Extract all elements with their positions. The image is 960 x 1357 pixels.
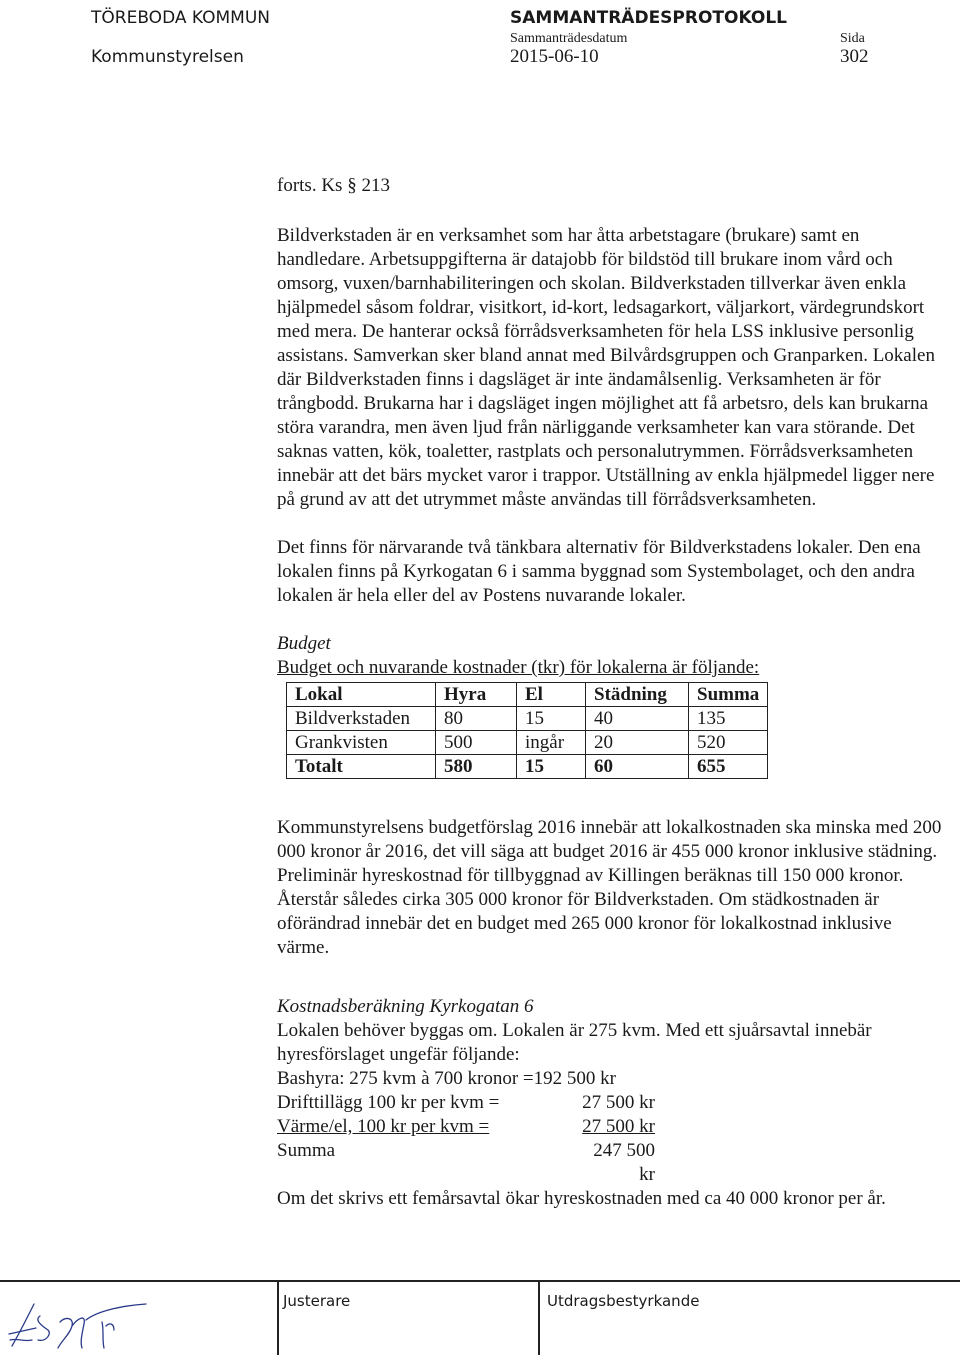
table-cell: Grankvisten — [287, 731, 436, 755]
table-cell: 135 — [689, 707, 768, 731]
page-label: Sida — [840, 31, 865, 46]
table-cell: 15 — [517, 755, 586, 779]
calc-label: Summa — [277, 1140, 336, 1161]
column-header: El — [517, 683, 586, 707]
table-cell: 655 — [689, 755, 768, 779]
table-cell: 80 — [436, 707, 517, 731]
calc-label: Värme/el, 100 kr per kvm = — [277, 1116, 490, 1137]
table-cell: 580 — [436, 755, 517, 779]
meeting-date: 2015-06-10 — [510, 46, 599, 67]
calc-value: 247 500 kr — [593, 1140, 655, 1185]
calc-row — [277, 1139, 945, 1187]
footer-column-divider — [277, 1280, 279, 1355]
table-row — [287, 731, 768, 755]
table-cell: 20 — [586, 731, 689, 755]
calc-row — [277, 1115, 945, 1139]
paragraph-alternatives: Det finns för närvarande två tänkbara alternativ för Bildverkstadens lokaler. Den ena lokalen finns på Kyrkogatan 6 i samma byggnad som Systembolaget, och den andra lokalen är hela eller del av Postens nuvarande lokaler. — [277, 537, 921, 606]
calc-value: 27 500 kr — [582, 1116, 655, 1137]
column-header: Städning — [586, 683, 689, 707]
table-header-row — [287, 683, 768, 707]
protocol-body — [277, 174, 945, 1211]
table-row — [287, 707, 768, 731]
page-number: 302 — [840, 46, 869, 67]
column-header: Summa — [689, 683, 768, 707]
calc-row — [277, 1091, 945, 1115]
paragraph-budget-proposal: Kommunstyrelsens budgetförslag 2016 innebär att lokalkostnaden ska minska med 200 000 kronor år 2016, det vill säga att budget 2016 är 455 000 kronor inklusive städning. Preliminär hyreskostnad för tillbyggnad av Killingen beräknas till 150 000 kronor. Återstår således cirka 305 000 kronor för Bildverkstaden. Om städkostnaden är oförändrad innebär det en budget med 265 000 kronor för lokalkostnad inklusive värme. — [277, 817, 942, 958]
table-total-row — [287, 755, 768, 779]
kyrkogatan-heading: Kostnadsberäkning Kyrkogatan 6 — [277, 996, 534, 1017]
column-header: Hyra — [436, 683, 517, 707]
utdrag-label: Utdragsbestyrkande — [547, 1292, 700, 1310]
table-cell: 15 — [517, 707, 586, 731]
municipality-name: TÖREBODA KOMMUN — [91, 8, 270, 28]
signature-initials-image — [6, 1300, 176, 1352]
footer-divider — [0, 1280, 960, 1282]
section-heading: forts. Ks § 213 — [277, 175, 390, 196]
footer-column-divider — [538, 1280, 540, 1355]
calc-label: Bashyra: 275 kvm à 700 kronor =192 500 kr — [277, 1068, 616, 1089]
calc-row — [277, 1067, 945, 1091]
paragraph-description: Bildverkstaden är en verksamhet som har åtta arbetstagare (brukare) samt en handledare. Arbetsuppgifterna är datajobb för bildstöd till brukare inom vård och omsorg, vuxen/barnhabiliteringen och skolan. Bildverkstaden tillverkar även enkla hjälpmedel såsom foldrar, visitkort, id-kort, ledsagarkort, väljarkort, värdegrundskort med mera. De hanterar också förrådsverksamheten för hela LSS inklusive personlig assistans. Samverkan sker bland annat med Bilvårdsgruppen och Granparken. Lokalen där Bildverkstaden finns i dagsläget är inte ändamålsenlig. Verksamheten är för trångbodd. Brukarna har i dagsläget ingen möjlighet att få arbetsro, dels kan brukarna störa varandra, men även ljud från närliggande verksamheter kan vara störande. Det saknas vatten, kök, toaletter, rastplats och personalutrymmen. Förrådsverksamheten innebär att det bärs mycket varor i trappor. Utställning av enkla hjälpmedel ligger nere på grund av att det utrymmet måste användas till förrådsverksamheten. — [277, 225, 935, 510]
table-cell: 520 — [689, 731, 768, 755]
table-cell: ingår — [517, 731, 586, 755]
column-header: Lokal — [287, 683, 436, 707]
paragraph-five-year: Om det skrivs ett femårsavtal ökar hyreskostnaden med ca 40 000 kronor per år. — [277, 1188, 886, 1209]
table-cell: 40 — [586, 707, 689, 731]
budget-heading: Budget — [277, 633, 331, 654]
board-name: Kommunstyrelsen — [91, 47, 244, 67]
table-cell: 500 — [436, 731, 517, 755]
table-cell: Bildverkstaden — [287, 707, 436, 731]
calc-label: Drifttillägg 100 kr per kvm = — [277, 1092, 500, 1113]
table-cell: Totalt — [287, 755, 436, 779]
table-cell: 60 — [586, 755, 689, 779]
budget-table — [286, 682, 768, 779]
document-type: SAMMANTRÄDESPROTOKOLL — [510, 8, 788, 28]
calc-value: 27 500 kr — [582, 1092, 655, 1113]
kyrkogatan-intro: Lokalen behöver byggas om. Lokalen är 275 kvm. Med ett sjuårsavtal innebär hyresförslaget ungefär följande: — [277, 1020, 872, 1065]
date-label: Sammanträdesdatum — [510, 31, 628, 46]
justerare-label: Justerare — [283, 1292, 351, 1310]
budget-intro: Budget och nuvarande kostnader (tkr) för lokalerna är följande: — [277, 657, 760, 678]
